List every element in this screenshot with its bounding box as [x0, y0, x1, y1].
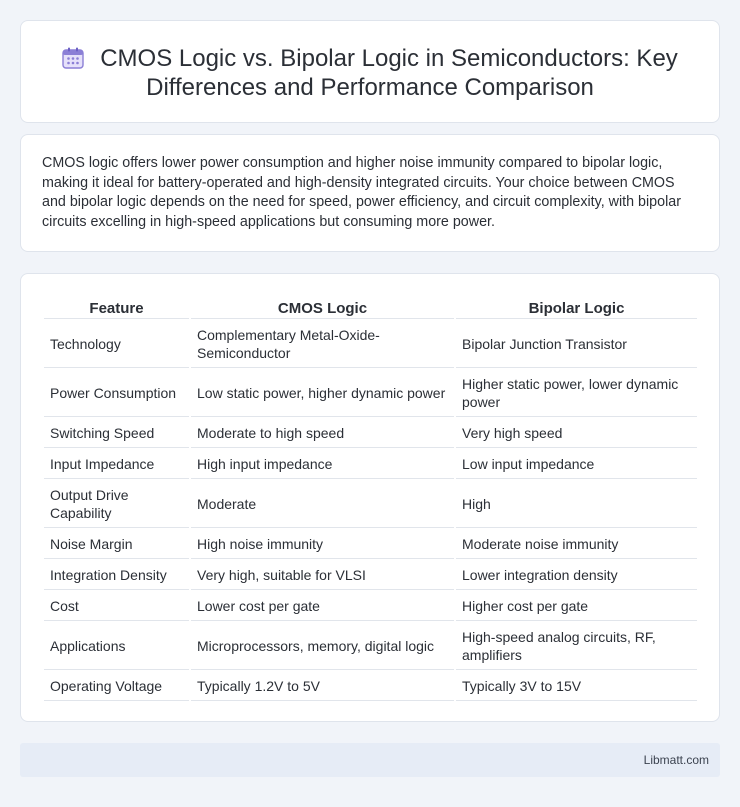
cmos-cell: Microprocessors, memory, digital logic: [191, 623, 454, 670]
intro-card: [20, 134, 720, 252]
table-row: [44, 623, 697, 670]
cmos-cell: High input impedance: [191, 450, 454, 479]
page-title: [21, 44, 719, 102]
feature-cell: Technology: [44, 321, 189, 368]
feature-cell: Applications: [44, 623, 189, 670]
table-row: [44, 370, 697, 417]
table-row: [44, 592, 697, 621]
feature-cell: Noise Margin: [44, 530, 189, 559]
cmos-cell: Very high, suitable for VLSI: [191, 561, 454, 590]
table-row: [44, 481, 697, 528]
bipolar-cell: Higher cost per gate: [456, 592, 697, 621]
bipolar-cell: Lower integration density: [456, 561, 697, 590]
feature-cell: Output Drive Capability: [44, 481, 189, 528]
bipolar-cell: High: [456, 481, 697, 528]
bipolar-cell: Very high speed: [456, 419, 697, 448]
cmos-cell: Typically 1.2V to 5V: [191, 672, 454, 701]
footer-bar: [20, 743, 720, 777]
cmos-cell: Lower cost per gate: [191, 592, 454, 621]
feature-cell: Integration Density: [44, 561, 189, 590]
footer-brand-link[interactable]: Libmatt.com: [643, 753, 709, 767]
intro-paragraph: CMOS logic offers lower power consumption and higher noise immunity compared to bipolar logic, making it ideal for battery-operated and high-density integrated circuits. Your choice between CMOS and bipolar logic depends on the need for speed, power efficiency, and circuit complexity, with bipolar circuits excelling in high-speed applications but consuming more power.: [42, 155, 681, 230]
table-row: [44, 419, 697, 448]
table-row: [44, 530, 697, 559]
table-row: [44, 672, 697, 701]
bipolar-cell: Higher static power, lower dynamic power: [456, 370, 697, 417]
feature-cell: Input Impedance: [44, 450, 189, 479]
table-row: [44, 561, 697, 590]
column-header-bipolar: Bipolar Logic: [456, 295, 697, 319]
table-row: [44, 321, 697, 368]
bipolar-cell: High-speed analog circuits, RF, amplifiers: [456, 623, 697, 670]
page-title-text: CMOS Logic vs. Bipolar Logic in Semiconductors: Key Differences and Performance Comparison: [100, 45, 678, 101]
cmos-cell: Low static power, higher dynamic power: [191, 370, 454, 417]
column-header-cmos: CMOS Logic: [191, 295, 454, 319]
bipolar-cell: Typically 3V to 15V: [456, 672, 697, 701]
table-header-row: [44, 295, 697, 319]
calendar-grid-icon: [62, 47, 84, 69]
feature-cell: Cost: [44, 592, 189, 621]
table-row: [44, 450, 697, 479]
bipolar-cell: Low input impedance: [456, 450, 697, 479]
cmos-cell: Complementary Metal-Oxide-Semiconductor: [191, 321, 454, 368]
cmos-cell: Moderate: [191, 481, 454, 528]
cmos-cell: High noise immunity: [191, 530, 454, 559]
feature-cell: Power Consumption: [44, 370, 189, 417]
comparison-table: [42, 293, 699, 703]
comparison-card: [20, 273, 720, 722]
bipolar-cell: Bipolar Junction Transistor: [456, 321, 697, 368]
title-card: [20, 20, 720, 123]
feature-cell: Operating Voltage: [44, 672, 189, 701]
cmos-cell: Moderate to high speed: [191, 419, 454, 448]
bipolar-cell: Moderate noise immunity: [456, 530, 697, 559]
feature-cell: Switching Speed: [44, 419, 189, 448]
column-header-feature: Feature: [44, 295, 189, 319]
